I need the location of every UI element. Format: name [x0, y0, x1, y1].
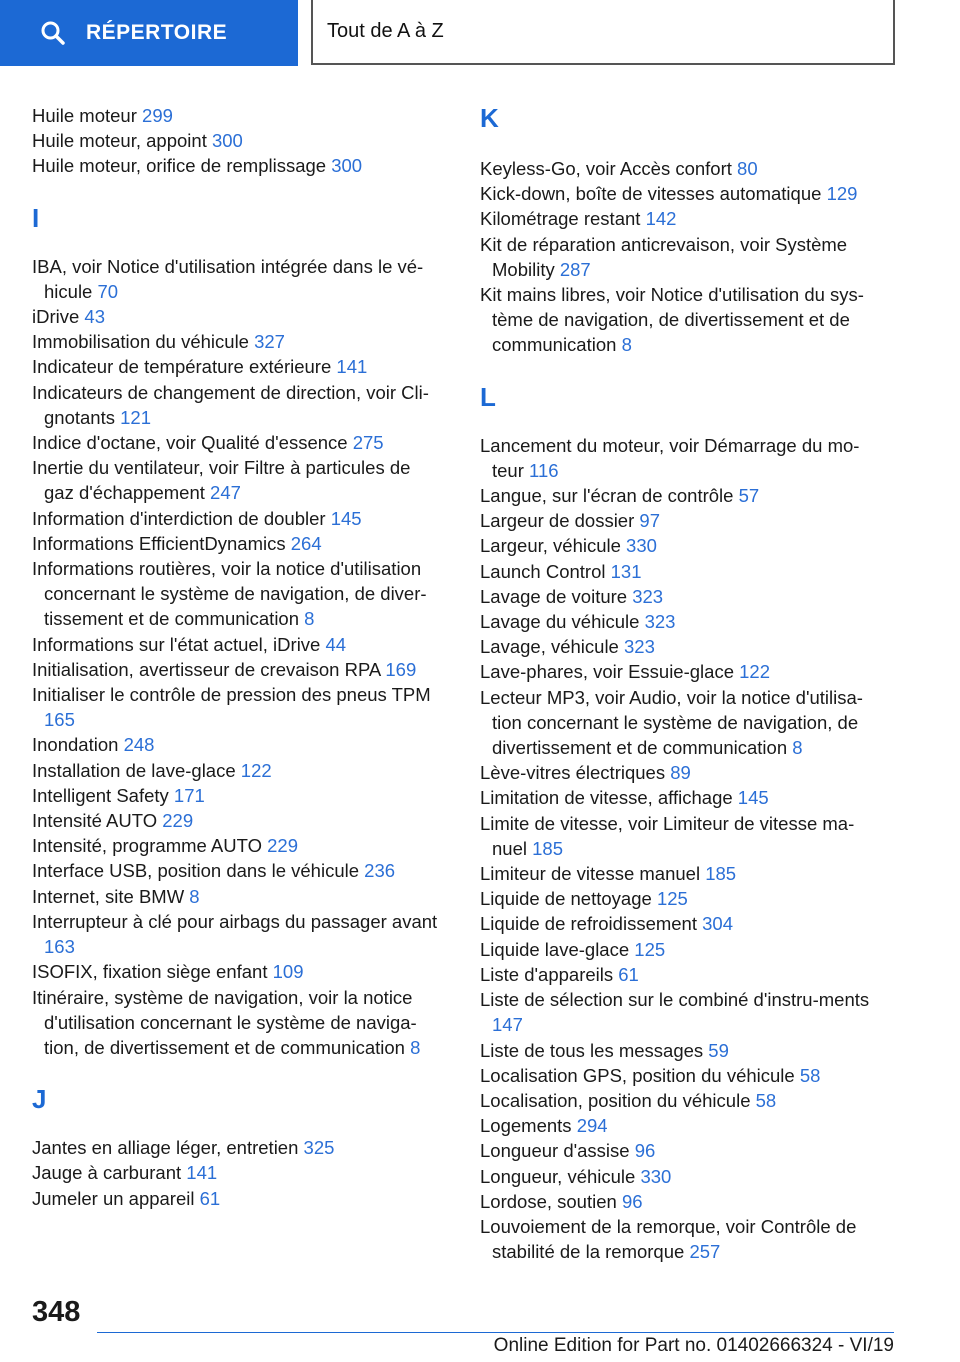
page-reference-link[interactable]: 257 [689, 1241, 721, 1263]
index-entry-text: Jauge à carburant [32, 1162, 182, 1184]
page-reference-link[interactable]: 185 [532, 837, 563, 859]
index-column-right [480, 103, 880, 1264]
index-entry [32, 657, 444, 682]
index-entry-text: Liste de sélection sur le combiné d'instru-ments [480, 989, 870, 1011]
index-entry [32, 153, 444, 178]
index-entry-text: Liquide de refroidissement [480, 913, 697, 935]
index-entry [480, 1088, 880, 1113]
index-entry [32, 884, 444, 909]
page-reference-link[interactable]: 163 [44, 936, 75, 958]
index-entry [32, 354, 444, 379]
index-entry-text: Lavage de voiture [480, 585, 628, 607]
index-entry-text: iDrive [32, 306, 80, 328]
index-entry [32, 380, 444, 430]
page-reference-link[interactable]: 264 [290, 532, 322, 554]
section-letter: J [32, 1084, 47, 1115]
index-entry [32, 682, 444, 732]
page-reference-link[interactable]: 304 [702, 913, 734, 935]
index-entry [480, 1138, 880, 1163]
page-reference-link[interactable]: 147 [492, 1014, 523, 1036]
index-entry [32, 254, 444, 304]
index-entry-text: Louvoiement de la remorque, voir Contrôle de stabilité de la remorque [480, 1215, 857, 1263]
index-entry-text: Internet, site BMW [32, 885, 185, 907]
index-entry [32, 858, 444, 883]
index-entry-text: Kit mains libres, voir Notice d'utilisation du sys-tème de navigation, de divertissement et de communication [480, 284, 864, 356]
index-entry [32, 758, 444, 783]
page-reference-link[interactable]: 229 [267, 835, 298, 857]
index-entry-text: Huile moteur, orifice de remplissage [32, 155, 327, 177]
index-entry-text: Kit de réparation anticrevaison, voir Système Mobility [480, 233, 848, 280]
az-index-tab[interactable] [311, 0, 895, 65]
index-entry [32, 909, 444, 959]
page-reference-link[interactable]: 145 [737, 787, 769, 809]
index-entry-text: Indice d'octane, voir Qualité d'essence [32, 432, 348, 454]
header [0, 0, 960, 66]
index-entry-text: Largeur, véhicule [480, 535, 621, 557]
page-number: 348 [32, 1296, 81, 1328]
index-entry [480, 584, 880, 609]
index-entry [32, 455, 444, 505]
index-entry [32, 103, 444, 128]
page-reference-link[interactable]: 125 [634, 938, 666, 960]
page-reference-link[interactable]: 169 [385, 658, 417, 680]
index-entry [480, 433, 880, 483]
index-entry-text: Informations sur l'état actuel, iDrive [32, 633, 321, 655]
index-entry [32, 430, 444, 455]
index-entry-text: Lève-vitres électriques [480, 762, 666, 784]
index-entry-text: Lordose, soutien [480, 1190, 617, 1212]
index-entry [32, 632, 444, 657]
index-entry-text: Installation de lave-glace [32, 759, 236, 781]
page-reference-link[interactable]: 236 [364, 860, 396, 882]
index-entry [32, 959, 444, 984]
index-entry-text: Informations EfficientDynamics [32, 532, 286, 554]
index-entry-text: Launch Control [480, 560, 606, 582]
index-entry-text: Jantes en alliage léger, entretien [32, 1137, 299, 1159]
index-entry-text: Huile moteur, appoint [32, 130, 207, 152]
page-reference-link[interactable]: 141 [186, 1162, 218, 1184]
index-entry [480, 634, 880, 659]
index-entry-text: Initialiser le contrôle de pression des pneus TPM [32, 684, 431, 706]
index-entry-text: Kick-down, boîte de vitesses automatique [480, 183, 822, 205]
index-entry-text: Limite de vitesse, voir Limiteur de vitesse ma-nuel [480, 812, 855, 859]
index-entry-text: Indicateur de température extérieure [32, 356, 332, 378]
footer-edition: Online Edition for Part no. 01402666324 - VI/19 [493, 1335, 894, 1356]
page-reference-link[interactable]: 129 [826, 183, 858, 205]
search-icon [40, 20, 66, 46]
index-entry-text: Information d'interdiction de doubler [32, 507, 326, 529]
index-entry-text: Intensité, programme AUTO [32, 835, 262, 857]
index-entry [32, 506, 444, 531]
section-letter: K [480, 103, 499, 133]
index-entry [480, 232, 880, 282]
index-entry [480, 861, 880, 886]
page-reference-link[interactable]: 70 [97, 280, 119, 302]
index-entry-text: Keyless-Go, voir Accès confort [480, 158, 732, 179]
page-reference-link[interactable]: 323 [644, 611, 676, 633]
page-reference-link[interactable]: 131 [610, 560, 642, 582]
index-entry [32, 329, 444, 354]
index-entry [32, 556, 444, 632]
page-reference-link[interactable]: 8 [189, 885, 200, 907]
index-entry [480, 911, 880, 936]
index-entry-text: Liste d'appareils [480, 963, 614, 985]
page-reference-link[interactable]: 116 [529, 459, 559, 481]
page-reference-link[interactable]: 8 [621, 334, 632, 356]
index-entry-text: Inertie du ventilateur, voir Filtre à particules de gaz d'échappement [32, 457, 411, 504]
index-entry-text: Informations routières, voir la notice d'utilisation concernant le système de navigation, de diver-tissement et de communication [32, 558, 427, 630]
index-entry [480, 533, 880, 558]
index-entry [32, 1186, 444, 1211]
index-entry-text: Huile moteur [32, 105, 137, 126]
page-reference-link[interactable]: 43 [84, 306, 105, 328]
page-reference-link[interactable]: 142 [645, 208, 677, 230]
page-reference-link[interactable]: 122 [240, 759, 272, 781]
index-entry-text: Longueur d'assise [480, 1140, 630, 1162]
page-reference-link[interactable]: 248 [123, 734, 155, 756]
index-entry [480, 760, 880, 785]
repertoire-button[interactable] [0, 0, 298, 66]
index-entry [32, 1135, 444, 1160]
index-entry-text: Limiteur de vitesse manuel [480, 863, 701, 885]
index-entry [480, 987, 880, 1037]
page-reference-link[interactable]: 122 [739, 661, 771, 683]
index-entry [480, 609, 880, 634]
page-reference-link[interactable]: 125 [656, 888, 688, 910]
index-entry [32, 128, 444, 153]
page-reference-link[interactable]: 59 [708, 1039, 729, 1061]
page-reference-link[interactable]: 141 [336, 356, 368, 378]
page-reference-link[interactable]: 325 [303, 1137, 335, 1159]
index-entry [32, 531, 444, 556]
page-reference-link[interactable]: 330 [626, 535, 657, 557]
page-reference-link[interactable]: 323 [624, 636, 655, 658]
page-reference-link[interactable]: 229 [162, 810, 194, 832]
index-entry-text: Liquide lave-glace [480, 938, 630, 960]
index-entry-text: Interrupteur à clé pour airbags du passager avant [32, 910, 438, 932]
index-entry-text: Lavage, véhicule [480, 636, 619, 658]
index-entry [480, 685, 880, 761]
page-reference-link[interactable]: 89 [670, 762, 691, 784]
index-entry-text: IBA, voir Notice d'utilisation intégrée dans le vé-hicule [32, 255, 424, 302]
page-reference-link[interactable]: 275 [352, 432, 384, 454]
page-reference-link[interactable]: 287 [559, 258, 591, 280]
index-entry [32, 783, 444, 808]
index-entry-text: Langue, sur l'écran de contrôle [480, 485, 734, 507]
index-entry [32, 732, 444, 757]
page-reference-link[interactable]: 323 [632, 585, 664, 607]
index-column-left [32, 103, 444, 1211]
index-entry [480, 508, 880, 533]
index-entry-text: Largeur de dossier [480, 510, 635, 532]
page-reference-link[interactable]: 299 [142, 105, 173, 126]
az-label: Tout de A à Z [327, 20, 444, 42]
repertoire-label: RÉPERTOIRE [86, 21, 228, 44]
page-reference-link[interactable]: 185 [705, 863, 737, 885]
footer-divider [97, 1332, 894, 1333]
page-reference-link[interactable]: 109 [272, 961, 304, 983]
index-entry [32, 1160, 444, 1185]
page-reference-link[interactable]: 8 [410, 1036, 421, 1058]
page-reference-link[interactable]: 165 [44, 709, 75, 731]
index-entry [480, 1063, 880, 1088]
index-entry-text: Indicateurs de changement de direction, voir Cli-gnotants [32, 381, 429, 428]
page-reference-link[interactable]: 121 [120, 406, 151, 428]
index-entry [480, 282, 880, 358]
page-reference-link[interactable]: 294 [576, 1115, 608, 1137]
index-entry [480, 1189, 880, 1214]
index-entry [480, 1214, 880, 1264]
page-reference-link[interactable]: 8 [304, 608, 315, 630]
index-entry [32, 808, 444, 833]
index-entry-text: Lave-phares, voir Essuie-glace [480, 661, 734, 683]
page-reference-link[interactable]: 327 [254, 331, 285, 353]
page-reference-link[interactable]: 58 [799, 1064, 821, 1086]
index-entry-text: Lavage du véhicule [480, 611, 640, 633]
index-entry [480, 659, 880, 684]
page-reference-link[interactable]: 247 [210, 482, 241, 504]
index-entry [480, 785, 880, 810]
index-entry-text: Localisation GPS, position du véhicule [480, 1064, 795, 1086]
index-entry [480, 483, 880, 508]
page-reference-link[interactable]: 300 [211, 130, 243, 152]
index-entry [32, 833, 444, 858]
index-entry [480, 1113, 880, 1138]
section-letter: I [32, 202, 40, 233]
index-entry-text: Kilométrage restant [480, 208, 641, 230]
index-entry [480, 811, 880, 861]
index-entry-text: Initialisation, avertisseur de crevaison RPA [32, 658, 381, 680]
index-entry-text: Itinéraire, système de navigation, voir la notice d'utilisation concernant le système de naviga-tion, de divertissement et de communication [32, 986, 417, 1058]
page-reference-link[interactable]: 44 [325, 633, 347, 655]
index-entry-text: Lecteur MP3, voir Audio, voir la notice d'utilisa-tion concernant le système de navigation, de divertissement et de communication [480, 686, 863, 759]
page-reference-link[interactable]: 330 [640, 1165, 672, 1187]
index-entry-text: Liquide de nettoyage [480, 888, 652, 910]
index-entry-text: Limitation de vitesse, affichage [480, 787, 733, 809]
index-entry-text: Logements [480, 1115, 572, 1137]
index-entry-text: Jumeler un appareil [32, 1187, 195, 1209]
page-reference-link[interactable]: 96 [634, 1140, 656, 1162]
index-entry [32, 304, 444, 329]
index-entry-text: ISOFIX, fixation siège enfant [32, 961, 268, 983]
index-entry [480, 1038, 880, 1063]
page-reference-link[interactable]: 80 [737, 158, 758, 179]
index-entry [480, 962, 880, 987]
index-entry-text: Intelligent Safety [32, 784, 169, 806]
index-entry-text: Inondation [32, 734, 119, 756]
index-entry-text: Intensité AUTO [32, 810, 158, 832]
index-entry [32, 985, 444, 1061]
page-reference-link[interactable]: 57 [738, 485, 760, 507]
index-entry [480, 156, 880, 181]
index-entry [480, 181, 880, 206]
page-reference-link[interactable]: 61 [199, 1187, 221, 1209]
page-reference-link[interactable]: 61 [618, 963, 639, 985]
page-reference-link[interactable]: 300 [331, 155, 363, 177]
section-letter: L [480, 381, 496, 412]
index-entry-text: Liste de tous les messages [480, 1039, 704, 1061]
index-entry-text: Localisation, position du véhicule [480, 1089, 751, 1111]
page-reference-link[interactable]: 8 [792, 737, 803, 759]
page-reference-link[interactable]: 58 [755, 1089, 777, 1111]
index-entry-text: Longueur, véhicule [480, 1165, 636, 1187]
index-entry [480, 1164, 880, 1189]
index-entry-text: Interface USB, position dans le véhicule [32, 860, 360, 882]
index-entry [480, 559, 880, 584]
page-reference-link[interactable]: 171 [173, 784, 205, 806]
index-entry [480, 206, 880, 231]
page-reference-link[interactable]: 145 [330, 507, 362, 529]
index-entry-text: Immobilisation du véhicule [32, 331, 249, 353]
index-entry [480, 886, 880, 911]
index-entry [480, 937, 880, 962]
index-entry-text: Lancement du moteur, voir Démarrage du mo-teur [480, 434, 860, 481]
page-reference-link[interactable]: 97 [639, 510, 660, 532]
page-reference-link[interactable]: 96 [621, 1190, 643, 1212]
